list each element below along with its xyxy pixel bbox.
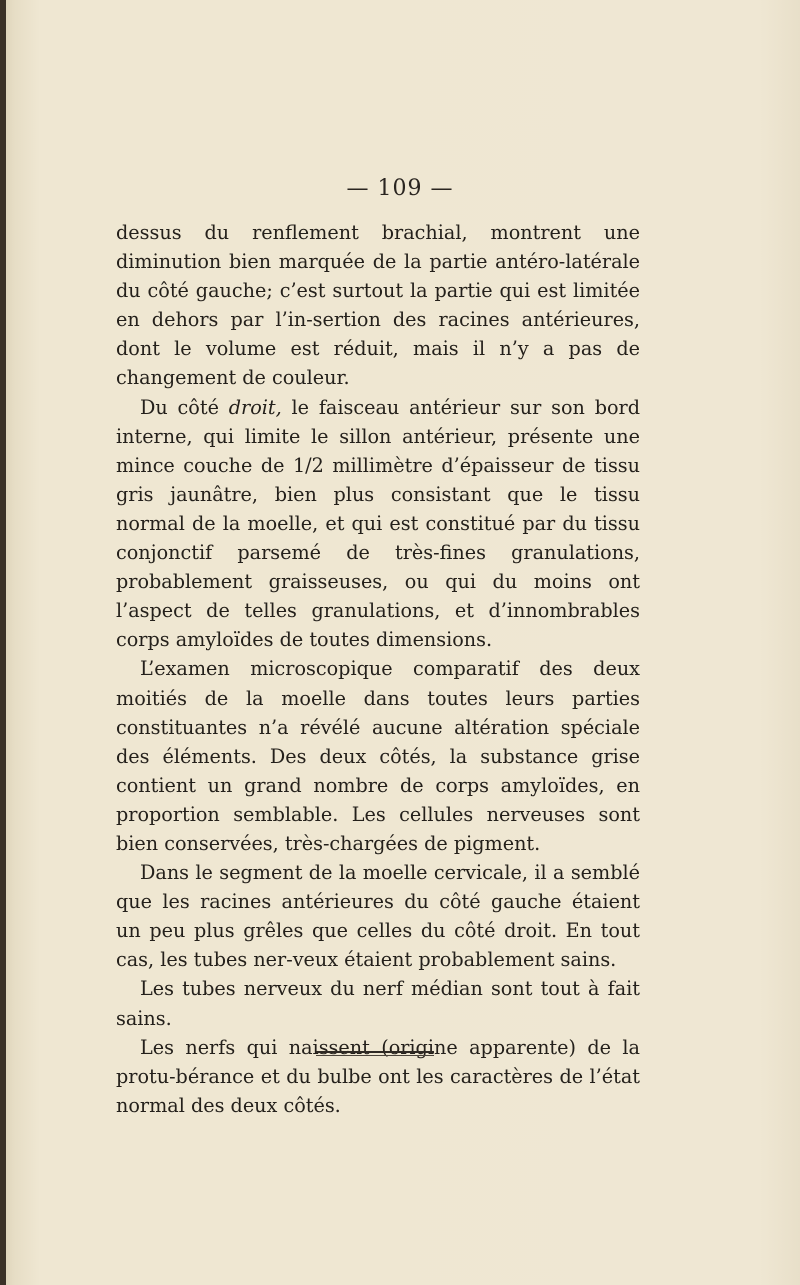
paragraph-3-text: L’examen microscopique comparatif des deux moitiés de la moelle dans toutes leurs parties constituantes n’a révélé aucune altération spéciale des éléments. Des deux côtés, la substance grise contient un grand nombre de corps amyloïdes, en proportion semblable. Les cellules nerveuses sont bien conservées, très-chargées de pigment. xyxy=(116,657,640,855)
paragraph-5 xyxy=(116,974,640,1032)
page-number: — 109 — xyxy=(346,176,454,201)
paragraph-2 xyxy=(116,393,640,655)
paragraph-3 xyxy=(116,654,640,858)
paragraph-2-lead: Du côté xyxy=(140,395,229,419)
end-rule xyxy=(316,1051,434,1053)
paragraph-1 xyxy=(116,218,640,393)
paragraph-4 xyxy=(116,858,640,974)
paragraph-2-text: le faisceau antérieur sur son bord interne, qui limite le sillon antérieur, présente une mince couche de 1/2 millimètre d’épaisseur de tissu gris jaunâtre, bien plus consistant que le tissu normal de la moelle, et qui est constitué par du tissu conjonctif parsemé de très-fines granulations, probablement graisseuses, ou qui du moins ont l’aspect de telles granulations, et d’innombrables corps amyloïdes de toutes dimensions. xyxy=(116,395,640,652)
paragraph-5-text: Les tubes nerveux du nerf médian sont tout à fait sains. xyxy=(116,977,640,1030)
paragraph-2-emphasis: droit, xyxy=(228,395,282,419)
paragraph-6-text: Les nerfs qui naissent (origine apparente) de la protu-bérance et du bulbe ont les caractères de l’état normal des deux côtés. xyxy=(116,1035,640,1117)
paragraph-1-text: dessus du renflement brachial, montrent une diminution bien marquée de la partie antéro-latérale du côté gauche; c’est surtout la partie qui est limitée en dehors par l’in-sertion des racines antérieures, dont le volume est réduit, mais il n’y a pas de changement de couleur. xyxy=(116,221,640,390)
body-text xyxy=(116,218,640,1120)
paragraph-6 xyxy=(116,1033,640,1120)
paragraph-4-text: Dans le segment de la moelle cervicale, il a semblé que les racines antérieures du côté gauche étaient un peu plus grêles que celles du côté droit. En tout cas, les tubes ner-veux étaient probablement sains. xyxy=(116,861,640,972)
